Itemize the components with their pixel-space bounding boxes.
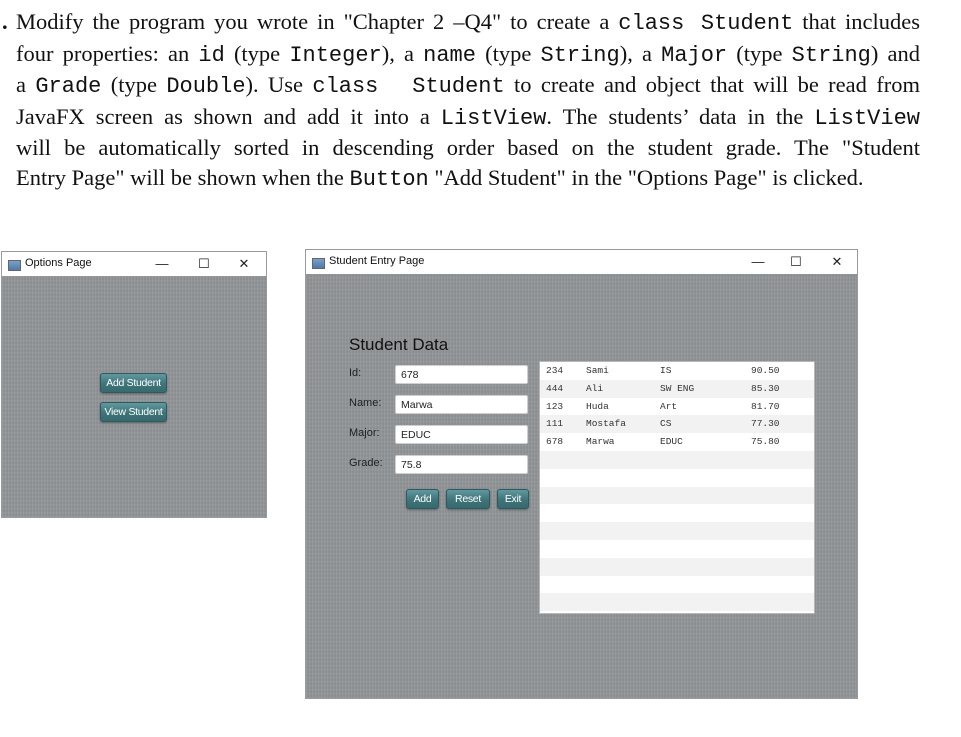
list-item[interactable] [540, 362, 814, 380]
view-student-button[interactable]: View Student [100, 402, 167, 422]
question-line-1: Modify the program you wrote in "Chapter 2 –Q4" to create a class Student that includes [16, 9, 920, 36]
student-grade: 77.30 [751, 418, 780, 430]
id-field[interactable] [395, 365, 528, 384]
close-icon[interactable]: ✕ [238, 256, 250, 271]
list-item[interactable] [540, 415, 814, 433]
student-grade: 81.70 [751, 400, 780, 412]
student-id: 111 [546, 418, 564, 430]
student-name: Sami [586, 365, 609, 376]
question-line-6: Entry Page" will be shown when the Button "Add Student" in the "Options Page" is clicked. [16, 164, 864, 192]
name-label: Name: [349, 397, 382, 409]
empty-list-row[interactable] [540, 469, 814, 487]
student-id: 123 [546, 400, 564, 412]
options-window [1, 251, 267, 518]
student-major: SW ENG [660, 382, 695, 394]
student-name: Mostafa [586, 418, 626, 430]
student-id: 234 [546, 365, 564, 376]
empty-list-row[interactable] [540, 451, 814, 469]
list-item[interactable] [540, 433, 814, 451]
window-app-icon [312, 258, 325, 269]
student-major: CS [660, 418, 672, 430]
student-grade: 90.50 [751, 365, 780, 376]
maximize-icon[interactable]: ☐ [790, 254, 802, 269]
minimize-icon[interactable]: — [155, 256, 169, 271]
student-id: 444 [546, 382, 564, 394]
empty-list-row[interactable] [540, 487, 814, 505]
entry-window [305, 249, 858, 699]
entry-client-area [306, 274, 857, 698]
options-titlebar[interactable] [2, 252, 266, 276]
empty-list-row[interactable] [540, 558, 814, 576]
maximize-icon[interactable]: ☐ [198, 256, 210, 271]
student-major: Art [660, 400, 678, 412]
add-button[interactable]: Add [406, 489, 439, 509]
empty-list-row[interactable] [540, 540, 814, 558]
reset-button[interactable]: Reset [446, 489, 490, 509]
empty-list-row[interactable] [540, 576, 814, 594]
question-line-5: will be automatically sorted in descending order based on the student grade. The "Student [16, 135, 920, 160]
grade-field[interactable] [395, 455, 528, 474]
question-line-2: four properties: an id (type Integer), a name (type String), a Major (type String) and [16, 40, 921, 68]
close-icon[interactable]: ✕ [831, 254, 843, 269]
id-label: Id: [349, 367, 362, 379]
list-item[interactable] [540, 380, 814, 398]
student-grade: 75.80 [751, 436, 780, 448]
student-name: Ali [586, 382, 604, 394]
question-line-4: JavaFX screen as shown and add it into a ListView. The students’ data in the ListView [16, 103, 920, 131]
grade-label: Grade: [349, 457, 383, 469]
student-id: 678 [546, 436, 564, 448]
question-text [2, 7, 921, 194]
empty-list-row[interactable] [540, 593, 814, 611]
major-label: Major: [349, 427, 380, 439]
student-name: Huda [586, 400, 609, 412]
major-field[interactable] [395, 425, 528, 444]
exit-button[interactable]: Exit [497, 489, 529, 509]
entry-window-title: Student Entry Page [329, 255, 425, 267]
student-name: Marwa [586, 436, 615, 448]
student-major: EDUC [660, 436, 683, 448]
student-grade: 85.30 [751, 382, 780, 394]
entry-titlebar[interactable] [306, 250, 857, 274]
empty-list-row[interactable] [540, 522, 814, 540]
name-field[interactable] [395, 395, 528, 414]
window-app-icon [8, 260, 21, 271]
student-data-heading: Student Data [349, 335, 449, 354]
question-line-3: a Grade (type Double). Use class Student to create and object that will be read from [16, 72, 920, 99]
student-list-view[interactable] [539, 361, 815, 614]
options-window-title: Options Page [25, 257, 92, 269]
empty-list-row[interactable] [540, 504, 814, 522]
add-student-button[interactable]: Add Student [100, 373, 167, 393]
options-client-area [2, 276, 266, 517]
minimize-icon[interactable]: — [751, 254, 765, 269]
list-item[interactable] [540, 398, 814, 416]
student-major: IS [660, 365, 672, 376]
bullet: . [2, 9, 8, 34]
